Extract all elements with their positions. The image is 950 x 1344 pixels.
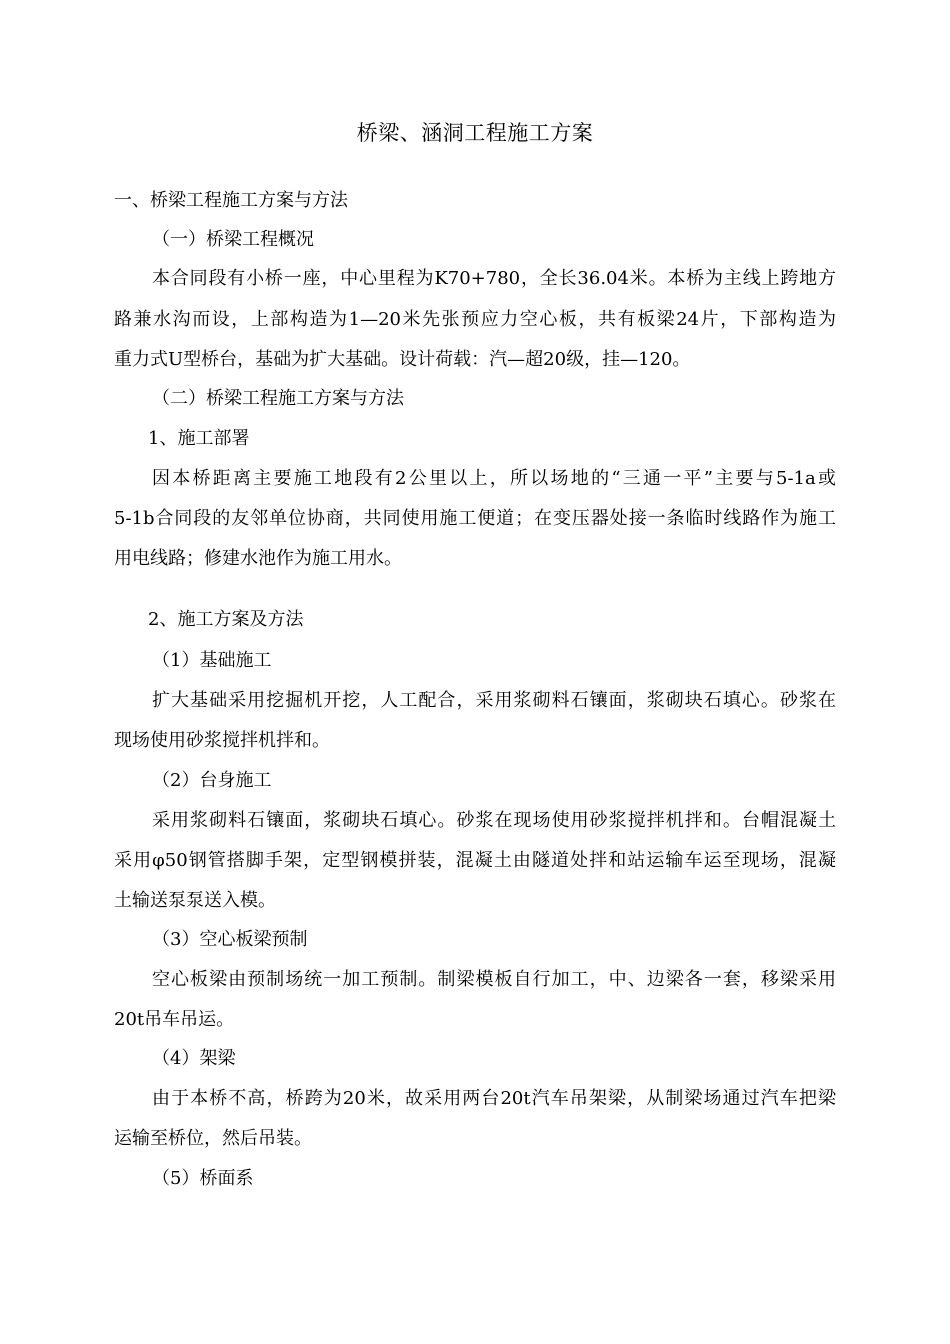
subsection-heading-method: （二）桥梁工程施工方案与方法 — [152, 388, 404, 409]
document-title: 桥梁、涵洞工程施工方案 — [356, 121, 594, 145]
item-heading-construction-method: 2、施工方案及方法 — [148, 609, 304, 630]
paragraph-line: 现场使用砂浆搅拌机拌和。 — [114, 730, 330, 751]
step-heading-foundation: （1）基础施工 — [152, 650, 272, 671]
paragraph-line: 路兼水沟而设，上部构造为1—20米先张预应力空心板，共有板梁24片，下部构造为 — [114, 309, 836, 330]
paragraph-line: 重力式U型桥台，基础为扩大基础。设计荷载：汽—超20级，挂—120。 — [114, 349, 691, 370]
step-heading-girder-erection: （4）架梁 — [152, 1048, 236, 1069]
item-heading-deployment: 1、施工部署 — [148, 428, 250, 449]
paragraph-line: 用电线路；修建水池作为施工用水。 — [114, 548, 402, 569]
subsection-heading-overview: （一）桥梁工程概况 — [152, 229, 314, 250]
paragraph-line: 20t吊车吊运。 — [114, 1009, 235, 1030]
paragraph-line: 因本桥距离主要施工地段有2公里以上，所以场地的“三通一平”主要与5-1a或 — [152, 468, 836, 489]
step-heading-precast-slab: （3）空心板梁预制 — [152, 929, 308, 950]
paragraph-line: 采用浆砌料石镶面，浆砌块石填心。砂浆在现场使用砂浆搅拌机拌和。台帽混凝土 — [152, 810, 836, 831]
paragraph-line: 空心板梁由预制场统一加工预制。制梁模板自行加工，中、边梁各一套，移梁采用 — [152, 969, 836, 990]
section-heading-1: 一、桥梁工程施工方案与方法 — [114, 190, 348, 211]
paragraph-line: 土输送泵泵送入模。 — [114, 890, 276, 911]
paragraph-line: 采用φ50钢管搭脚手架，定型钢模拼装，混凝土由隧道处拌和站运输车运至现场，混凝 — [114, 850, 836, 871]
step-heading-abutment: （2）台身施工 — [152, 770, 272, 791]
paragraph-line: 5-1b合同段的友邻单位协商，共同使用施工便道；在变压器处接一条临时线路作为施工 — [114, 508, 836, 529]
paragraph-line: 由于本桥不高，桥跨为20米，故采用两台20t汽车吊架梁，从制梁场通过汽车把梁 — [152, 1088, 836, 1109]
paragraph-line: 运输至桥位，然后吊装。 — [114, 1128, 312, 1149]
paragraph-line: 扩大基础采用挖掘机开挖，人工配合，采用浆砌料石镶面，浆砌块石填心。砂浆在 — [152, 690, 836, 711]
step-heading-deck-system: （5）桥面系 — [152, 1168, 254, 1189]
paragraph-line: 本合同段有小桥一座，中心里程为K70+780，全长36.04米。本桥为主线上跨地方 — [152, 268, 836, 289]
